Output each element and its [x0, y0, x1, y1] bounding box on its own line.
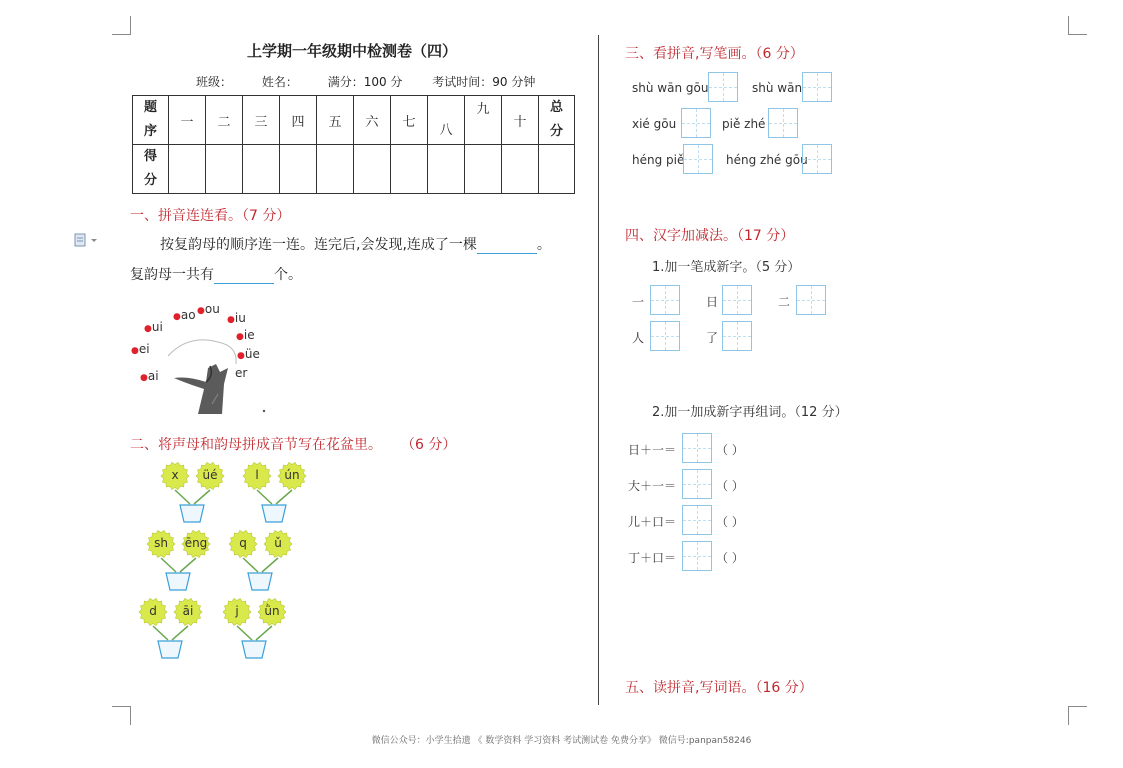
syllable-ai: ●ai	[140, 369, 159, 383]
score-cell[interactable]	[280, 145, 317, 194]
section4-sub2: 2.加一加成新字再组词。（12 分）	[652, 405, 848, 420]
section2-heading: 二、将声母和韵母拼成音节写在花盆里。 （6 分）	[130, 437, 457, 453]
full-score: 满分：100 分	[327, 75, 403, 89]
flower-pot-group	[222, 598, 332, 668]
header-cell: 题 序	[133, 96, 169, 145]
section4-sub1: 1.加一笔成新字。（5 分）	[652, 260, 801, 275]
flower-pot-group	[228, 530, 338, 600]
final-vowel: ǔ	[274, 536, 282, 550]
syllable-ue: ●üe	[237, 347, 260, 361]
syllable-ie: ●ie	[236, 328, 255, 342]
crop-mark-top-left	[112, 16, 131, 35]
col-9: 九	[465, 96, 502, 145]
col-8: 八	[428, 96, 465, 145]
section5-heading: 五、读拼音,写词语。（16 分）	[625, 680, 813, 696]
count-answer-blank[interactable]	[214, 269, 274, 284]
exam-time: 考试时间：90 分钟	[432, 75, 536, 89]
score-cell[interactable]	[428, 145, 465, 194]
total-header: 总 分	[539, 96, 575, 145]
stroke-pinyin-6: héng zhé gōu	[726, 153, 808, 167]
section3-heading: 三、看拼音,写笔画。（6 分）	[625, 46, 804, 62]
syllable-ou: ●ou	[197, 302, 220, 316]
score-cell[interactable]	[206, 145, 243, 194]
writing-box[interactable]	[796, 285, 826, 315]
writing-box[interactable]	[682, 505, 712, 535]
score-row-label: 得 分	[133, 145, 169, 194]
score-cell[interactable]	[502, 145, 539, 194]
writing-box[interactable]	[768, 108, 798, 138]
section1-heading: 一、拼音连连看。（7 分）	[130, 208, 291, 224]
stroke-pinyin-1: shù wān gōu	[632, 81, 709, 95]
section1-line2: 复韵母一共有 个。	[130, 267, 302, 283]
initial-consonant: sh	[154, 536, 168, 550]
writing-box[interactable]	[708, 72, 738, 102]
stroke-pinyin-3: xié gōu	[632, 117, 677, 131]
final-vowel: āi	[182, 604, 194, 618]
word-paren[interactable]: （ ）	[716, 515, 744, 529]
crop-mark-top-right	[1068, 16, 1087, 35]
initial-consonant: q	[239, 536, 247, 550]
writing-box[interactable]	[682, 433, 712, 463]
col-2: 二	[206, 96, 243, 145]
crop-mark-bottom-right	[1068, 706, 1087, 725]
col-4: 四	[280, 96, 317, 145]
syllable-er: er	[235, 366, 248, 380]
col-7: 七	[391, 96, 428, 145]
score-cell[interactable]	[169, 145, 206, 194]
syllable-ui: ●ui	[144, 320, 163, 334]
writing-box[interactable]	[802, 72, 832, 102]
writing-box[interactable]	[650, 321, 680, 351]
syllable-iu: ●iu	[227, 311, 246, 325]
syllable-ao: ●ao	[173, 308, 196, 322]
document-icon[interactable]	[74, 232, 100, 251]
section4-heading: 四、汉字加减法。（17 分）	[625, 228, 795, 244]
syllable-ei: ●ei	[131, 342, 150, 356]
stroke-pinyin-4: piě zhé	[722, 117, 766, 131]
footer-text: 微信公众号：小学生拾遗 《 数学资料 学习资料 考试测试卷 免费分享》 微信号:panpan58246	[371, 736, 752, 746]
initial-consonant: d	[149, 604, 157, 618]
column-divider	[598, 35, 599, 705]
stroke-pinyin-2: shù wān	[752, 81, 803, 95]
col-1: 一	[169, 96, 206, 145]
score-cell[interactable]	[391, 145, 428, 194]
writing-box[interactable]	[682, 541, 712, 571]
char-sum-3: 儿＋口＝	[628, 515, 677, 529]
tree-answer-blank[interactable]	[477, 239, 537, 254]
initial-consonant: x	[171, 468, 179, 482]
class-label: 班级：	[196, 75, 233, 89]
score-cell[interactable]	[354, 145, 391, 194]
char-sum-1: 日＋一＝	[628, 443, 677, 457]
writing-box[interactable]	[802, 144, 832, 174]
flower-pot-group	[242, 462, 352, 532]
initial-consonant: j	[235, 604, 239, 618]
writing-box[interactable]	[683, 144, 713, 174]
crop-mark-bottom-left	[112, 706, 131, 725]
final-vowel: ún	[284, 468, 300, 482]
score-cell[interactable]	[539, 145, 575, 194]
add-stroke-char-3: 二	[778, 295, 791, 309]
writing-box[interactable]	[722, 285, 752, 315]
score-cell[interactable]	[243, 145, 280, 194]
score-cell[interactable]	[465, 145, 502, 194]
final-vowel: ēng	[184, 536, 208, 550]
col-10: 十	[502, 96, 539, 145]
add-stroke-char-4: 人	[632, 331, 645, 345]
char-sum-4: 丁＋口＝	[628, 551, 677, 565]
writing-box[interactable]	[650, 285, 680, 315]
writing-box[interactable]	[681, 108, 711, 138]
section1-line1: 按复韵母的顺序连一连。连完后,会发现,连成了一棵 。	[160, 237, 551, 253]
exam-title: 上学期一年级期中检测卷（四）	[246, 42, 457, 60]
final-vowel: ǜn	[264, 604, 280, 618]
word-paren[interactable]: （ ）	[716, 479, 744, 493]
word-paren[interactable]: （ ）	[716, 443, 744, 457]
initial-consonant: l	[255, 468, 259, 482]
writing-box[interactable]	[722, 321, 752, 351]
final-vowel: üé	[202, 468, 218, 482]
add-stroke-char-1: 一	[632, 295, 645, 309]
name-label: 姓名：	[261, 75, 298, 89]
word-paren[interactable]: （ ）	[716, 551, 744, 565]
col-3: 三	[243, 96, 280, 145]
writing-box[interactable]	[682, 469, 712, 499]
col-6: 六	[354, 96, 391, 145]
stroke-pinyin-5: héng piě	[632, 153, 685, 167]
add-stroke-char-5: 了	[706, 331, 719, 345]
add-stroke-char-2: 日	[706, 295, 719, 309]
exam-info-line	[196, 73, 561, 90]
char-sum-2: 大＋一＝	[628, 479, 677, 493]
col-5: 五	[317, 96, 354, 145]
score-table	[132, 95, 575, 194]
score-cell[interactable]	[317, 145, 354, 194]
